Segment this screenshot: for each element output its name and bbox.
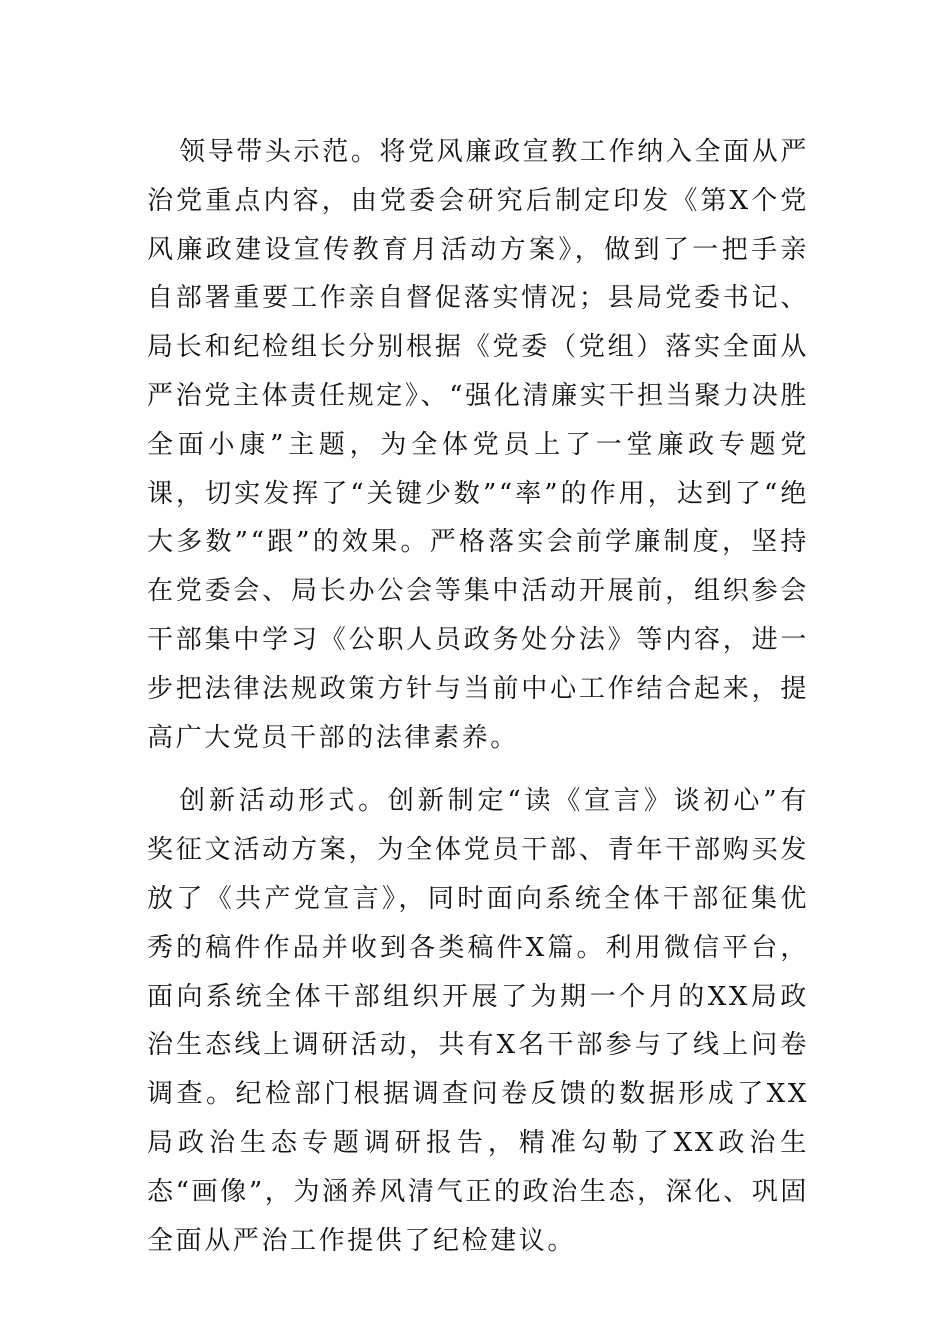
paragraph-leadership-example: 领导带头示范。将党风廉政宣教工作纳入全面从严治党重点内容，由党委会研究后制定印发《第X个党风廉政建设宣传教育月活动方案》，做到了一把手亲自部署重要工作亲自督促落实情况；县局党委书记、局长和纪检组长分别根据《党委（党组）落实全面从严治党主体责任规定》、“强化清廉实干担当聚力决胜全面小康”主题，为全体党员上了一堂廉政专题党课，切实发挥了“关键少数”“率”的作用，达到了“绝大多数”“跟”的效果。严格落实会前学廉制度，坚持在党委会、局长办公会等集中活动开展前，组织参会干部集中学习《公职人员政务处分法》等内容，进一步把法律法规政策方针与当前中心工作结合起来，提高广大党员干部的法律素养。 [147, 137, 809, 753]
paragraph-innovative-activities: 创新活动形式。创新制定“读《宣言》谈初心”有奖征文活动方案，为全体党员干部、青年干部购买发放了《共产党宣言》，同时面向系统全体干部征集优秀的稿件作品并收到各类稿件X篇。利用微信平台，面向系统全体干部组织开展了为期一个月的XX局政治生态线上调研活动，共有X名干部参与了线上问卷调查。纪检部门根据调查问卷反馈的数据形成了XX局政治生态专题调研报告，精准勾勒了XX政治生态“画像”，为涵养风清气正的政治生态，深化、巩固全面从严治工作提供了纪检建议。 [147, 786, 809, 1256]
document-body [147, 128, 809, 1265]
